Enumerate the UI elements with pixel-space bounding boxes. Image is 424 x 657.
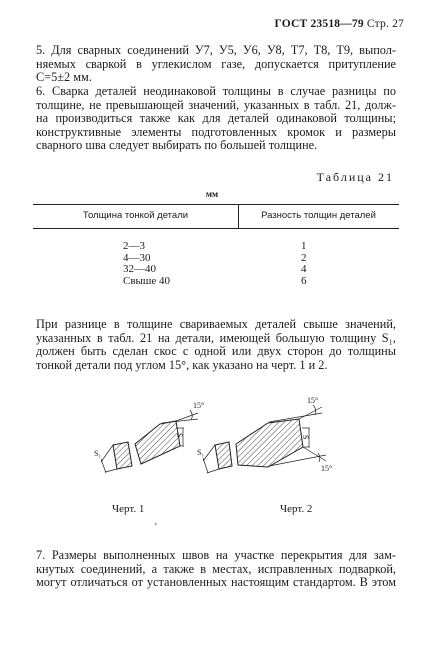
- standard-number: ГОСТ 23518—79: [274, 18, 364, 30]
- text-line: могут отличаться от установленных настоящим стандартом. В этом: [36, 575, 396, 590]
- figure-2-caption: Черт. 2: [280, 503, 313, 515]
- table-cell: 1: [301, 240, 307, 252]
- text-line: C=5±2 мм.: [36, 70, 92, 85]
- table-cell: 4: [301, 263, 307, 275]
- paragraph-7-closing: [36, 549, 396, 590]
- table-cell: 4—30: [123, 251, 151, 264]
- text-line: тонкой детали под углом 15°, как указано на черт. 1 и 2.: [36, 357, 328, 372]
- table-unit: мм: [205, 189, 219, 199]
- s-label-fig2: S: [301, 435, 310, 440]
- table-cell: 2: [301, 251, 307, 264]
- text-line: 5. Для сварных соединений У7, У5, У6, У8, Т7, Т8, Т9, выпол-: [36, 43, 396, 57]
- paragraph-6: [36, 85, 396, 153]
- table-cell: Свыше 40: [123, 274, 171, 287]
- angle-label-fig1: 15°: [193, 401, 205, 410]
- weld-figures: [0, 395, 424, 515]
- table-top-rule: [33, 204, 399, 205]
- angle-label-fig2-bottom: 15°: [321, 464, 333, 473]
- page-header: [275, 18, 405, 30]
- table-cell: 2—3: [123, 240, 145, 252]
- table-column-difference: [301, 241, 307, 287]
- text-line: на производиться также как для деталей одинаковой толщины;: [36, 111, 396, 126]
- s1-label-fig2: S₁: [197, 448, 205, 457]
- table-header-thickness: Толщина тонкой детали: [82, 210, 189, 221]
- s-label-fig1: S: [175, 433, 184, 438]
- table-cell: 32—40: [123, 263, 156, 275]
- figure-1-caption: Черт. 1: [112, 503, 145, 515]
- text-line: указанных в табл. 21 на детали, имеющей большую толщину S₁,: [36, 330, 396, 345]
- text-line: няемых сваркой в углекислом газе, допускается притупление: [36, 56, 396, 71]
- text-line: При разнице в толщине свариваемых деталей свыше значений,: [36, 317, 396, 331]
- s1-label-fig1: S₁: [94, 449, 102, 458]
- page-number: Стр. 27: [366, 18, 404, 30]
- text-line: 7. Размеры выполненных швов на участке перекрытия для зам-: [36, 548, 396, 562]
- table-cell: 6: [301, 274, 307, 287]
- stray-mark: ': [155, 522, 157, 533]
- angle-label-fig2-top: 15°: [307, 396, 319, 405]
- figure-1-drawing: [94, 401, 204, 473]
- text-line: кнутых соединений, а также в местах, исправленных подваркой,: [36, 561, 396, 576]
- text-line: толщине, не превышающей значений, указанных в табл. 21, долж-: [36, 97, 396, 112]
- text-line: конструктивные элементы подготовленных кромок и размеры: [36, 124, 396, 139]
- text-line: должен быть сделан скос с одной или двух сторон до толщины: [36, 344, 396, 359]
- figure-2-drawing: [197, 396, 332, 473]
- paragraph-5: [36, 44, 396, 85]
- paragraph-7: [36, 318, 396, 372]
- text-line: сварного шва следует выбирать по большей толщине.: [36, 138, 318, 153]
- table-header-rule: [33, 228, 399, 229]
- table-column-thickness: [123, 241, 170, 287]
- table-header-difference: Разность толщин деталей: [261, 210, 376, 221]
- table-caption: Таблица 21: [316, 170, 394, 184]
- text-line: 6. Сварка деталей неодинаковой толщины в случае разницы по: [36, 84, 396, 98]
